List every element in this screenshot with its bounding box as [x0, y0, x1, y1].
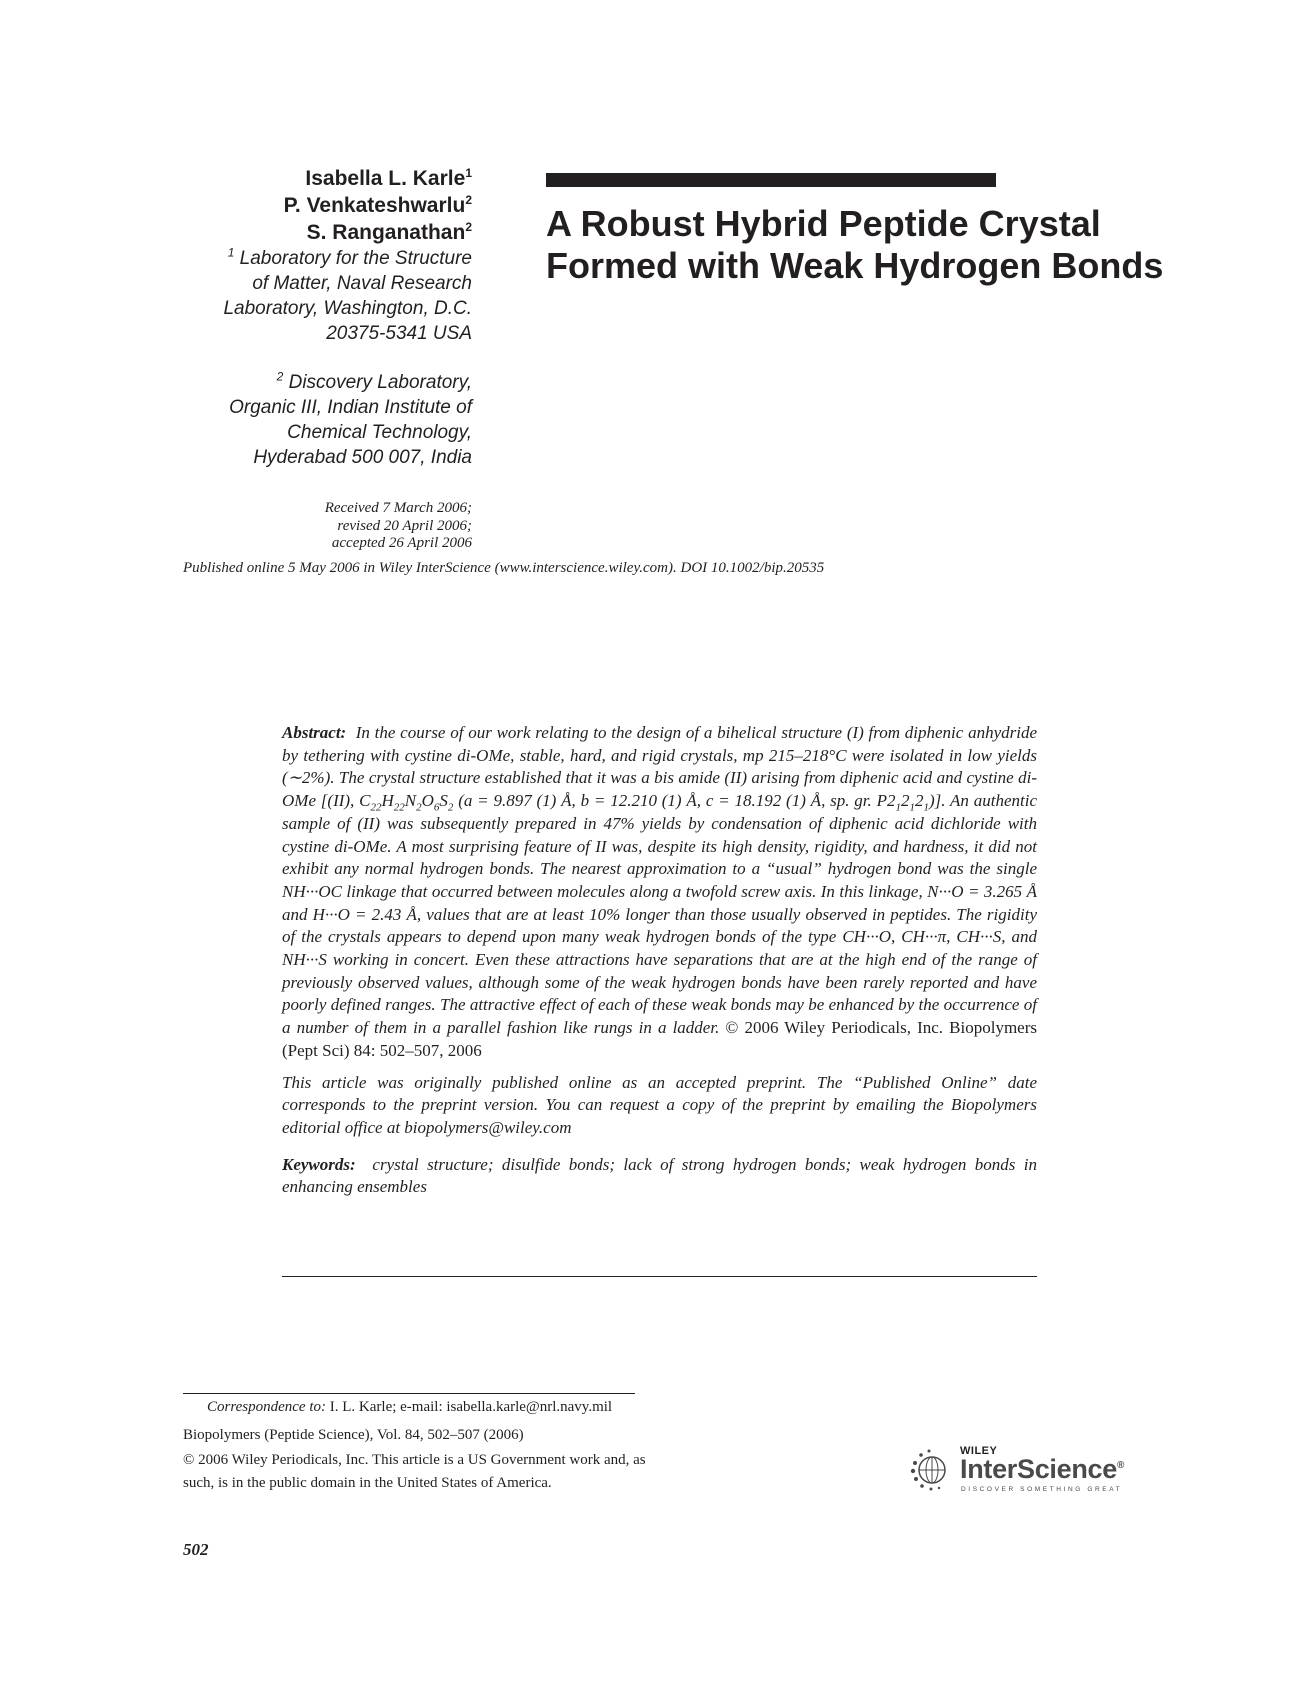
- abstract-label: Abstract:: [282, 723, 347, 742]
- correspondence-note: Correspondence to: I. L. Karle; e-mail: isabella.karle@nrl.navy.mil: [207, 1399, 613, 1415]
- title-decoration-bar: [546, 173, 996, 187]
- page-number: 502: [183, 1540, 209, 1559]
- copyright-notice: © 2006 Wiley Periodicals, Inc. This article is a US Government work and, as such, is in the public domain in the United States of America.: [183, 1452, 646, 1491]
- author-block: [150, 165, 472, 470]
- globe-icon: [910, 1448, 954, 1492]
- abstract-divider: [282, 1276, 1037, 1277]
- footnote-divider: [183, 1393, 635, 1394]
- published-online-line: Published online 5 May 2006 in Wiley InterScience (www.interscience.wiley.com). DOI 10.1002/bip.20535: [183, 560, 825, 576]
- abstract-citation: © 2006 Wiley Periodicals, Inc. Biopolymers (Pept Sci) 84: 502–507, 2006: [282, 1018, 1037, 1060]
- logo-wordmark: InterScience®: [960, 1454, 1125, 1484]
- journal-citation: Biopolymers (Peptide Science), Vol. 84, 502–507 (2006): [183, 1427, 524, 1443]
- article-dates: [260, 500, 472, 553]
- footer-block: [183, 1398, 653, 1495]
- author-name: P. Venkateshwarlu$^2$: [283, 193, 472, 217]
- author-name: Isabella L. Karle$^1$: [305, 166, 472, 190]
- logo-brand: WILEY: [960, 1445, 998, 1457]
- wiley-interscience-logo: [910, 1444, 1140, 1496]
- keywords: Keywords: crystal structure; disulfide bonds; lack of strong hydrogen bonds; weak hydrogen bonds in enhancing ensembles: [282, 1154, 1037, 1197]
- author-name: S. Ranganathan$^2$: [306, 220, 472, 244]
- abstract-paragraph: Abstract: In the course of our work relating to the design of a bihelical structure (I) from diphenic anhydride by tethering with cystine di-OMe, stable, hard, and rigid crystals, mp 215–218°C were isolated in low yields (∼2%). The crystal structure established that it was a bis amide (II) arising from diphenic acid and cystine di-OMe [(II), $C_{22}H_{22}N_2O_6S_2$ (a = 9.897 (1) Å, b = 12.210 (1) Å, c = 18.192 (1) Å, sp. gr. $P2_12_12_1$)]. An authentic sample of (II) was subsequently prepared in 47% yields by condensation of diphenic acid dichloride with cystine di-OMe. A most surprising feature of II was, despite its high density, rigidity, and hardness, it did not exhibit any normal hydrogen bonds. The nearest approximation to a “usual” hydrogen bond was the single NH···OC linkage that occurred between molecules along a twofold screw axis. In this linkage, N···O = 3.265 Å and H···O = 2.43 Å, values that are at least 10% longer than those usually observed in peptides. The rigidity of the crystals appears to depend upon many weak hydrogen bonds of the type CH···O, CH···π, CH···S, and NH···S working in concert. Even these attractions have separations that are at the high end of the range of previously observed values, although some of the weak hydrogen bonds have been rarely reported and have poorly defined ranges. The attractive effect of each of these weak bonds may be enhanced by the occurrence of a number of them in a parallel fashion like rungs in a ladder. © 2006 Wiley Periodicals, Inc. Biopolymers (Pept Sci) 84: 502–507, 2006: [282, 723, 1038, 1060]
- affiliation-2: $^2$ Discovery Laboratory, Organic III, Indian Institute of Chemical Technology, Hyderabad 500 007, India: [229, 369, 472, 468]
- affiliation-1: $^1$ Laboratory for the Structure of Matter, Naval Research Laboratory, Washington, D.C. 20375-5341 USA: [223, 245, 472, 344]
- revised-date: revised 20 April 2006;: [337, 517, 472, 534]
- logo-tagline: DISCOVER SOMETHING GREAT: [961, 1486, 1123, 1493]
- received-date: Received 7 March 2006;: [324, 500, 472, 516]
- abstract-section: [282, 722, 1037, 1199]
- preprint-note: This article was originally published online as an accepted preprint. The “Published Online” date corresponds to the preprint version. You can request a copy of the preprint by emailing the Biopolymers editorial office at biopolymers@wiley.com: [282, 1072, 1037, 1137]
- keywords-label: Keywords:: [282, 1154, 356, 1174]
- article-title: A Robust Hybrid Peptide Crystal Formed with Weak Hydrogen Bonds: [546, 203, 1164, 286]
- accepted-date: accepted 26 April 2006: [331, 535, 472, 551]
